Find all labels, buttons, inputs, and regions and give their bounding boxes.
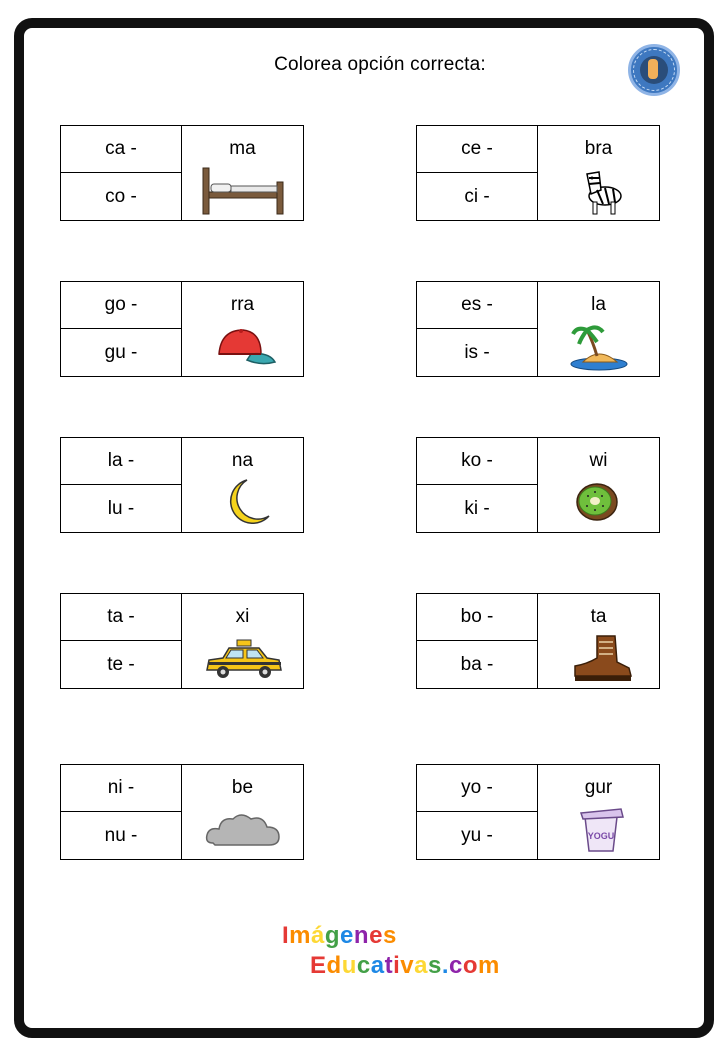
- cloud-icon: [201, 803, 285, 855]
- syllable-card-bota: [416, 593, 660, 689]
- word-ending: ma: [229, 138, 256, 159]
- yogurt-label: YOGU: [587, 831, 615, 841]
- syllable-option-top[interactable]: ca -: [61, 126, 182, 173]
- word-ending: wi: [589, 450, 608, 471]
- yogurt-icon: [557, 803, 641, 855]
- brand-letter: E: [310, 952, 327, 979]
- word-ending: ta: [590, 606, 607, 627]
- syllable-card-luna: [60, 437, 304, 533]
- brand-letter: m: [478, 952, 500, 979]
- word-ending: la: [591, 294, 606, 315]
- zebra-icon: [557, 164, 641, 216]
- brand-letter: m: [289, 922, 312, 949]
- syllable-card-isla: [416, 281, 660, 377]
- brand-letter: I: [282, 922, 290, 949]
- brand-letter: s: [382, 922, 397, 949]
- syllable-option-bottom[interactable]: yu -: [417, 812, 538, 859]
- syllable-option-top[interactable]: la -: [61, 438, 182, 485]
- brand-letter: s: [427, 952, 442, 979]
- syllable-card-cebra: [416, 125, 660, 221]
- brand-letter: d: [326, 952, 342, 979]
- word-ending: xi: [235, 606, 250, 627]
- syllable-option-top[interactable]: ni -: [61, 765, 182, 812]
- syllable-option-top[interactable]: ko -: [417, 438, 538, 485]
- bed-icon: [201, 164, 285, 216]
- syllable-card-gorra: [60, 281, 304, 377]
- word-ending: be: [231, 777, 254, 798]
- syllable-option-top[interactable]: es -: [417, 282, 538, 329]
- word-ending: rra: [230, 294, 255, 315]
- word-ending: gur: [584, 777, 613, 798]
- worksheet-title: Colorea opción correcta:: [274, 54, 486, 75]
- word-ending: bra: [584, 138, 613, 159]
- boot-icon: [557, 632, 641, 684]
- brand-letter: v: [400, 952, 415, 979]
- syllable-card-nube: [60, 764, 304, 860]
- moon-icon: [201, 476, 285, 528]
- brand-letter: .: [441, 952, 449, 979]
- brand-letter: u: [341, 952, 357, 979]
- syllable-option-bottom[interactable]: co -: [61, 173, 182, 220]
- brand-letter: i: [393, 952, 401, 979]
- syllable-option-top[interactable]: ta -: [61, 594, 182, 641]
- syllable-option-top[interactable]: ce -: [417, 126, 538, 173]
- brand-letter: t: [384, 952, 394, 979]
- syllable-card-cama: [60, 125, 304, 221]
- syllable-card-kiwi: [416, 437, 660, 533]
- brand-line-2: [310, 952, 500, 980]
- brand-letter: c: [356, 952, 371, 979]
- syllable-option-top[interactable]: go -: [61, 282, 182, 329]
- syllable-option-bottom[interactable]: ci -: [417, 173, 538, 220]
- syllable-card-taxi: [60, 593, 304, 689]
- brand-letter: e: [369, 922, 383, 949]
- island-icon: [557, 320, 641, 372]
- syllable-option-bottom[interactable]: lu -: [61, 485, 182, 532]
- site-logo-icon: [628, 44, 680, 96]
- taxi-icon: [201, 632, 285, 684]
- syllable-option-bottom[interactable]: gu -: [61, 329, 182, 376]
- syllable-option-bottom[interactable]: ba -: [417, 641, 538, 688]
- kiwi-icon: [557, 476, 641, 528]
- cap-icon: [201, 320, 285, 372]
- syllable-option-bottom[interactable]: nu -: [61, 812, 182, 859]
- brand-letter: a: [414, 952, 428, 979]
- brand-line-1: [282, 922, 397, 950]
- brand-text: [282, 922, 397, 949]
- syllable-option-top[interactable]: yo -: [417, 765, 538, 812]
- syllable-option-top[interactable]: bo -: [417, 594, 538, 641]
- brand-letter: á: [311, 922, 325, 949]
- brand-letter: g: [324, 922, 341, 949]
- brand-letter: c: [449, 952, 463, 979]
- brand-letter: a: [370, 952, 385, 979]
- word-ending: na: [231, 450, 254, 471]
- brand-text: [310, 952, 500, 979]
- syllable-option-bottom[interactable]: te -: [61, 641, 182, 688]
- brand-letter: e: [340, 922, 354, 949]
- brand-letter: n: [353, 922, 370, 949]
- syllable-option-bottom[interactable]: is -: [417, 329, 538, 376]
- syllable-option-bottom[interactable]: ki -: [417, 485, 538, 532]
- brand-letter: o: [462, 952, 479, 979]
- syllable-card-yogur: [416, 764, 660, 860]
